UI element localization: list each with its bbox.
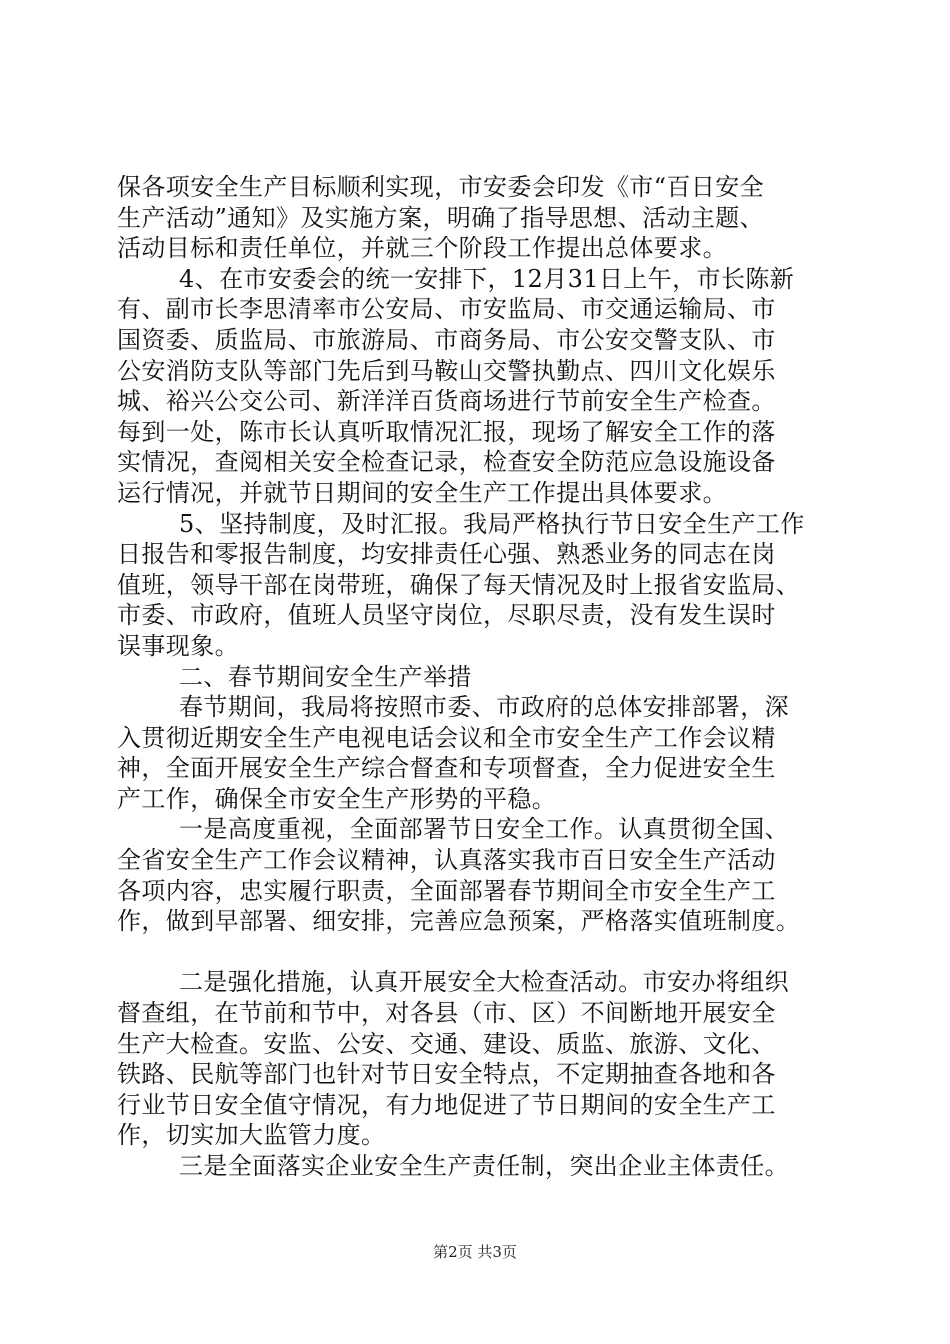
text-line: 每到一处，陈市长认真听取情况汇报，现场了解安全工作的落 bbox=[117, 417, 776, 446]
text-line: 运行情况，并就节日期间的安全生产工作提出具体要求。 bbox=[117, 478, 727, 507]
text-line: 生产活动”通知》及实施方案，明确了指导思想、活动主题、 bbox=[117, 203, 765, 232]
paragraph-start: 4、在市安委会的统一安排下，12月31日上午，市长陈新 bbox=[179, 264, 795, 293]
document-body bbox=[117, 172, 852, 1182]
text-line: 行业节日安全值守情况，有力地促进了节日期间的安全生产工 bbox=[117, 1090, 776, 1119]
text-line: 各项内容，忠实履行职责，全面部署春节期间全市安全生产工 bbox=[117, 876, 776, 905]
text-line: 督查组，在节前和节中，对各县（市、区）不间断地开展安全 bbox=[117, 999, 776, 1028]
paragraph-start: 一是高度重视，全面部署节日安全工作。认真贯彻全国、 bbox=[179, 815, 789, 844]
text-line: 作，做到早部署、细安排，完善应急预案，严格落实值班制度。 bbox=[117, 907, 801, 936]
section-heading: 二、春节期间安全生产举措 bbox=[179, 662, 472, 691]
text-line: 保各项安全生产目标顺利实现，市安委会印发《市“百日安全 bbox=[117, 173, 765, 201]
text-line: 生产大检查。安监、公安、交通、建设、质监、旅游、文化、 bbox=[117, 1029, 776, 1058]
text-line: 城、裕兴公交公司、新洋洋百货商场进行节前安全生产检查。 bbox=[117, 387, 776, 416]
text-line: 神，全面开展安全生产综合督查和专项督查，全力促进安全生 bbox=[117, 754, 776, 783]
paragraph-gap bbox=[117, 937, 852, 968]
text-line: 日报告和零报告制度，均安排责任心强、熟悉业务的同志在岗 bbox=[117, 540, 776, 569]
text-line: 产工作，确保全市安全生产形势的平稳。 bbox=[117, 784, 557, 813]
text-line: 入贯彻近期安全生产电视电话会议和全市安全生产工作会议精 bbox=[117, 723, 776, 752]
text-line: 有、副市长李思清率市公安局、市安监局、市交通运输局、市 bbox=[117, 295, 776, 324]
paragraph-start: 春节期间，我局将按照市委、市政府的总体安排部署，深 bbox=[179, 693, 789, 722]
text-line: 作，切实加大监管力度。 bbox=[117, 1121, 386, 1150]
text-line: 活动目标和责任单位，并就三个阶段工作提出总体要求。 bbox=[117, 234, 727, 263]
paragraph-start: 三是全面落实企业安全生产责任制，突出企业主体责任。 bbox=[179, 1152, 789, 1180]
paragraph-start: 5、坚持制度，及时汇报。我局严格执行节日安全生产工作 bbox=[179, 509, 805, 538]
text-line: 公安消防支队等部门先后到马鞍山交警执勤点、四川文化娱乐 bbox=[117, 356, 776, 385]
paragraph-start: 二是强化措施，认真开展安全大检查活动。市安办将组织 bbox=[179, 968, 789, 997]
text-line: 铁路、民航等部门也针对节日安全特点，不定期抽查各地和各 bbox=[117, 1060, 776, 1089]
page-footer bbox=[0, 1242, 950, 1262]
text-line: 实情况，查阅相关安全检查记录，检查安全防范应急设施设备 bbox=[117, 448, 776, 477]
text-line: 市委、市政府，值班人员坚守岗位，尽职尽责，没有发生误时 bbox=[117, 601, 776, 630]
text-line: 值班，领导干部在岗带班，确保了每天情况及时上报省安监局、 bbox=[117, 570, 801, 599]
text-line: 误事现象。 bbox=[117, 631, 239, 660]
text-line: 全省安全生产工作会议精神，认真落实我市百日安全生产活动 bbox=[117, 846, 776, 875]
text-line: 国资委、质监局、市旅游局、市商务局、市公安交警支队、市 bbox=[117, 325, 776, 354]
page-number: 第2页 共3页 bbox=[433, 1243, 517, 1261]
